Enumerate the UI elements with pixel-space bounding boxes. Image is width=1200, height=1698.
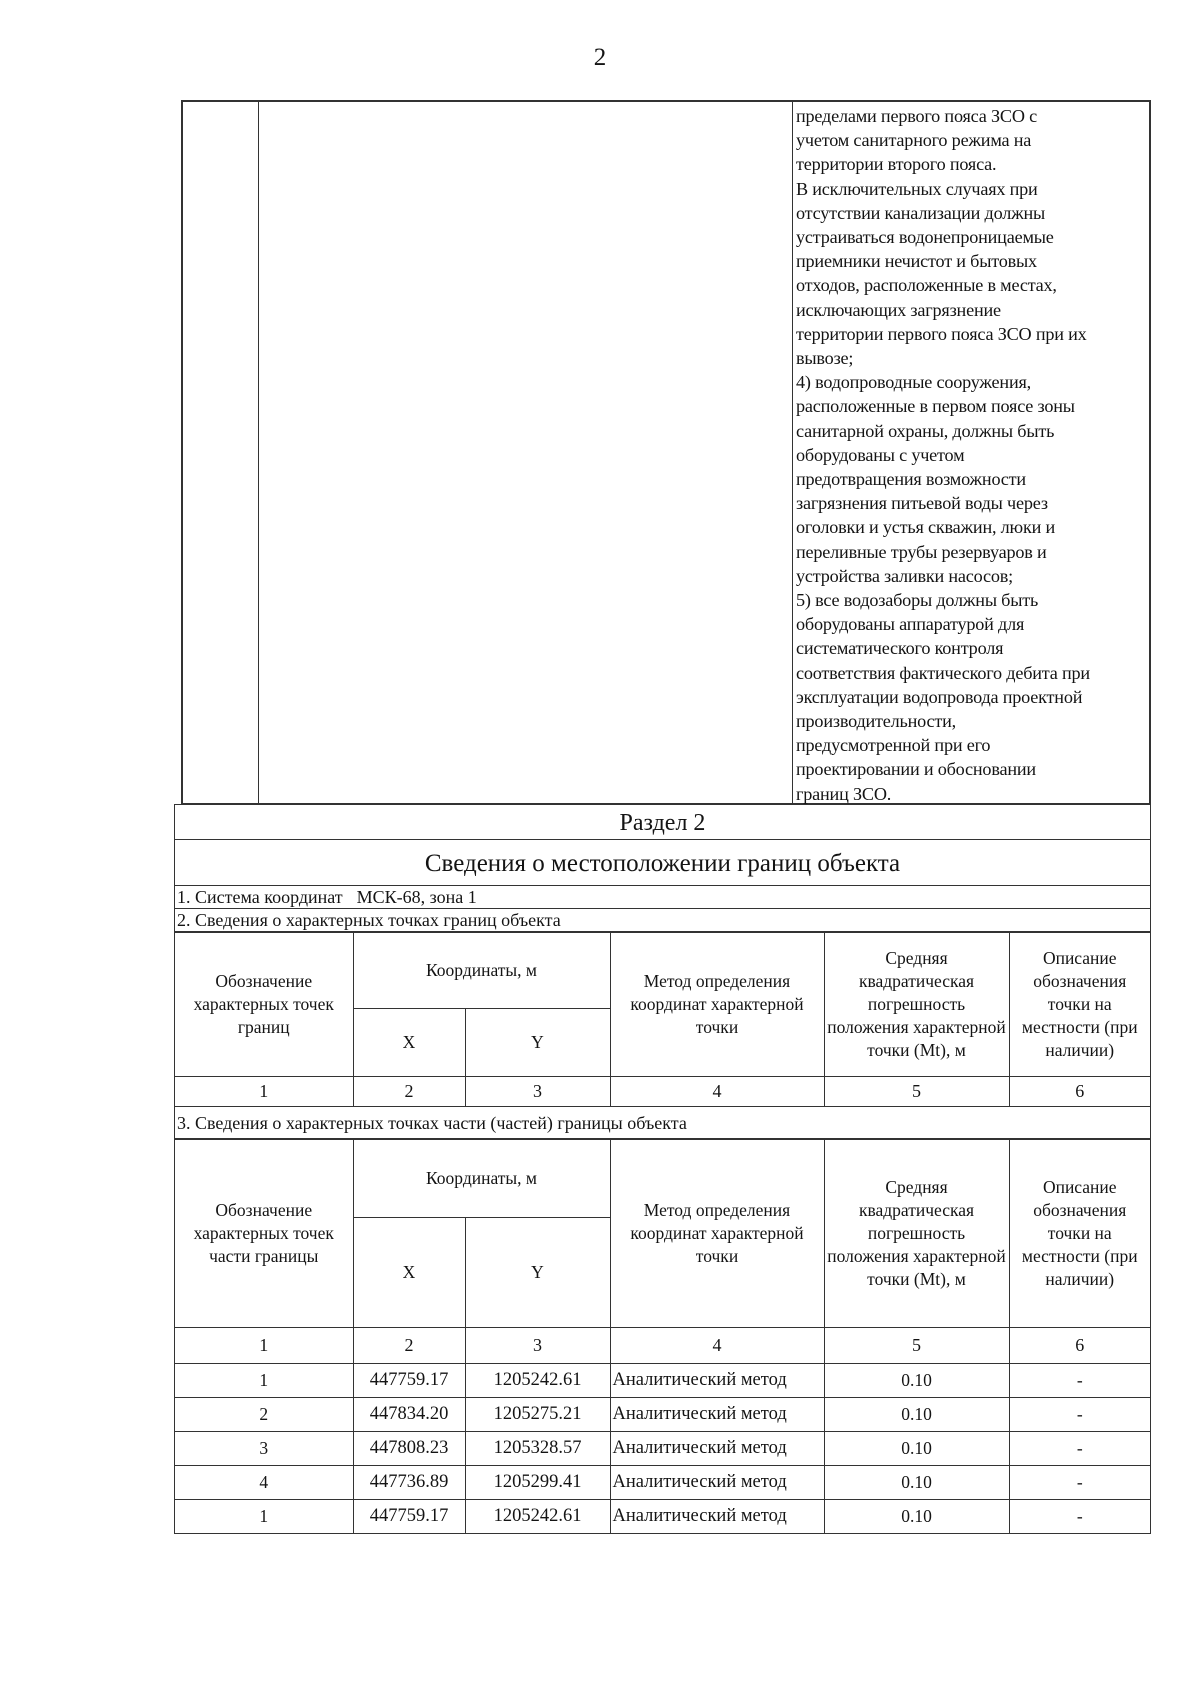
t1-colnum: 6 bbox=[1009, 1077, 1150, 1107]
section-heading: Раздел 2 bbox=[175, 804, 1150, 840]
table-row bbox=[175, 1364, 1150, 1398]
t2-header-designation: Обозначение характерных точек части границы bbox=[175, 1140, 353, 1328]
point-number: 3 bbox=[175, 1432, 353, 1466]
t2-header-method: Метод определения координат характерной точки bbox=[610, 1140, 824, 1328]
table-row bbox=[175, 1500, 1150, 1534]
t1-colnum: 2 bbox=[353, 1077, 465, 1107]
table-row bbox=[175, 1398, 1150, 1432]
continuation-col-number bbox=[183, 102, 259, 803]
point-number: 4 bbox=[175, 1466, 353, 1500]
description: - bbox=[1009, 1500, 1150, 1534]
t1-header-error: Средняя квадратическая погрешность положения характерной точки (Mt), м bbox=[824, 933, 1009, 1077]
t1-header-designation: Обозначение характерных точек границ bbox=[175, 933, 353, 1077]
table-row bbox=[175, 1432, 1150, 1466]
t1-header-method: Метод определения координат характерной точки bbox=[610, 933, 824, 1077]
t2-colnum: 3 bbox=[465, 1328, 610, 1364]
coord-system-value: МСК-68, зона 1 bbox=[356, 887, 477, 907]
error: 0.10 bbox=[824, 1466, 1009, 1500]
description: - bbox=[1009, 1432, 1150, 1466]
t2-colnum: 1 bbox=[175, 1328, 353, 1364]
t1-header-x: X bbox=[353, 1009, 465, 1077]
t2-header-y: Y bbox=[465, 1218, 610, 1328]
coord-system-row bbox=[175, 886, 1150, 909]
description: - bbox=[1009, 1466, 1150, 1500]
x-coordinate: 447759.17 bbox=[353, 1364, 465, 1398]
method: Аналитический метод bbox=[610, 1432, 824, 1466]
x-coordinate: 447759.17 bbox=[353, 1500, 465, 1534]
t1-colnum: 3 bbox=[465, 1077, 610, 1107]
t1-header-description: Описание обозначения точки на местности (при наличии) bbox=[1009, 933, 1150, 1077]
error: 0.10 bbox=[824, 1398, 1009, 1432]
continuation-text: пределами первого пояса ЗСО с учетом санитарного режима на территории второго пояса. В исключительных случаях при отсутствии канализации должны устраиваться водонепроницаемые приемники нечистот и бытовых отходов, расположенные в местах, исключающих загрязнение территории первого пояса ЗСО при их вывозе; 4) водопроводные сооружения, расположенные в первом поясе зоны санитарной охраны, должны быть оборудованы с учетом предотвращения возможности загрязнения питьевой воды через оголовки и устья скважин, люки и переливные трубы резервуаров и устройства заливки насосов; 5) все водозаборы должны быть оборудованы аппаратурой для систематического контроля соответствия фактического дебита при эксплуатации водопровода проектной производительности, предусмотренной при его проектировании и обосновании границ ЗСО. bbox=[796, 106, 1090, 804]
y-coordinate: 1205242.61 bbox=[465, 1364, 610, 1398]
x-coordinate: 447808.23 bbox=[353, 1432, 465, 1466]
error: 0.10 bbox=[824, 1500, 1009, 1534]
method: Аналитический метод bbox=[610, 1500, 824, 1534]
t1-colnum: 4 bbox=[610, 1077, 824, 1107]
continuation-table bbox=[181, 100, 1151, 805]
coord-system-label: 1. Система координат bbox=[177, 887, 343, 907]
t1-header-y: Y bbox=[465, 1009, 610, 1077]
error: 0.10 bbox=[824, 1364, 1009, 1398]
description: - bbox=[1009, 1364, 1150, 1398]
continuation-col-text bbox=[792, 102, 1149, 803]
table-row bbox=[175, 1466, 1150, 1500]
method: Аналитический метод bbox=[610, 1398, 824, 1432]
part-points-table bbox=[175, 1139, 1150, 1534]
points-label: 2. Сведения о характерных точках границ объекта bbox=[175, 909, 1150, 932]
t1-colnum: 5 bbox=[824, 1077, 1009, 1107]
section-2 bbox=[174, 804, 1151, 1534]
point-number: 2 bbox=[175, 1398, 353, 1432]
y-coordinate: 1205299.41 bbox=[465, 1466, 610, 1500]
page-number: 2 bbox=[593, 44, 607, 71]
point-number: 1 bbox=[175, 1364, 353, 1398]
t2-header-description: Описание обозначения точки на местности (при наличии) bbox=[1009, 1140, 1150, 1328]
t2-colnum: 6 bbox=[1009, 1328, 1150, 1364]
parts-label: 3. Сведения о характерных точках части (частей) границы объекта bbox=[175, 1107, 1150, 1139]
boundary-points-table bbox=[175, 932, 1150, 1107]
section-title: Сведения о местоположении границ объекта bbox=[175, 840, 1150, 886]
t2-colnum: 5 bbox=[824, 1328, 1009, 1364]
x-coordinate: 447736.89 bbox=[353, 1466, 465, 1500]
method: Аналитический метод bbox=[610, 1364, 824, 1398]
y-coordinate: 1205242.61 bbox=[465, 1500, 610, 1534]
t1-colnum: 1 bbox=[175, 1077, 353, 1107]
t2-colnum: 4 bbox=[610, 1328, 824, 1364]
method: Аналитический метод bbox=[610, 1466, 824, 1500]
t2-header-error: Средняя квадратическая погрешность положения характерной точки (Mt), м bbox=[824, 1140, 1009, 1328]
t2-colnum: 2 bbox=[353, 1328, 465, 1364]
point-number: 1 bbox=[175, 1500, 353, 1534]
error: 0.10 bbox=[824, 1432, 1009, 1466]
y-coordinate: 1205328.57 bbox=[465, 1432, 610, 1466]
description: - bbox=[1009, 1398, 1150, 1432]
t2-header-x: X bbox=[353, 1218, 465, 1328]
t2-header-coords: Координаты, м bbox=[353, 1140, 610, 1218]
t1-header-coords: Координаты, м bbox=[353, 933, 610, 1009]
y-coordinate: 1205275.21 bbox=[465, 1398, 610, 1432]
x-coordinate: 447834.20 bbox=[353, 1398, 465, 1432]
